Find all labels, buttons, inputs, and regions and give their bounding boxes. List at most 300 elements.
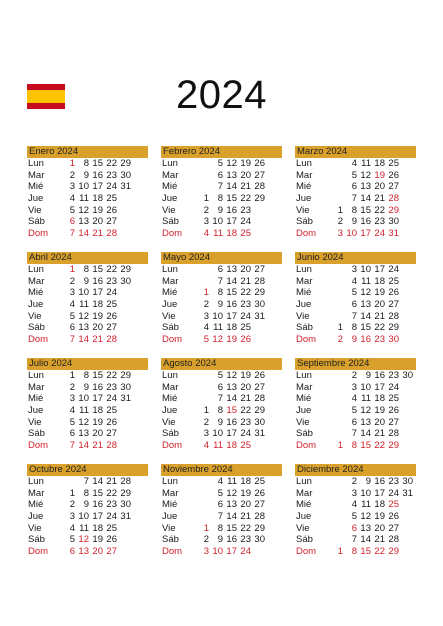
day-cell: 1 — [337, 204, 343, 216]
day-cell — [329, 276, 343, 288]
day-cell: 6 — [69, 428, 75, 440]
week-row — [161, 287, 282, 299]
day-cell: 16 — [374, 370, 385, 381]
day-cell: 3 — [69, 181, 75, 193]
day-cell: 14 — [78, 228, 89, 240]
day-cell — [195, 370, 209, 382]
day-cell: 13 — [226, 499, 237, 511]
week-row — [27, 440, 148, 452]
day-cell: 18 — [374, 499, 385, 511]
day-cell: 28 — [254, 511, 265, 523]
day-cell: 10 — [78, 181, 89, 193]
day-cell: 16 — [92, 499, 103, 511]
day-cell: 25 — [240, 322, 251, 334]
day-cell: 21 — [240, 275, 251, 287]
week-row — [27, 370, 148, 382]
day-cell: 6 — [351, 181, 357, 193]
day-name-label: Jue — [162, 511, 178, 523]
day-cell: 27 — [388, 522, 399, 534]
day-cell: 6 — [69, 546, 75, 558]
day-name-label: Mar — [296, 275, 313, 287]
day-cell: 29 — [120, 158, 131, 169]
week-row — [295, 264, 416, 276]
day-cell: 19 — [92, 416, 103, 428]
day-cell: 20 — [240, 169, 251, 181]
day-cell: 16 — [226, 416, 237, 428]
day-cell: 29 — [120, 264, 131, 275]
day-cell: 22 — [240, 405, 251, 417]
day-cell: 26 — [388, 169, 399, 181]
day-cell: 6 — [351, 416, 357, 428]
month-header: Enero 2024 — [27, 146, 148, 158]
day-cell: 16 — [92, 275, 103, 287]
day-cell: 14 — [226, 511, 237, 523]
day-cell: 12 — [360, 169, 371, 181]
day-cell: 19 — [240, 158, 251, 169]
day-cell: 25 — [106, 193, 117, 205]
day-cell: 2 — [69, 275, 75, 287]
day-cell: 21 — [240, 511, 251, 523]
day-name-label: Vie — [296, 310, 310, 322]
day-cell: 16 — [226, 534, 237, 546]
day-cell: 7 — [83, 476, 89, 487]
day-cell: 12 — [226, 158, 237, 169]
week-row — [295, 193, 416, 205]
day-cell: 25 — [388, 158, 399, 169]
day-name-label: Lun — [296, 370, 312, 381]
day-name-label: Sáb — [296, 322, 313, 334]
day-cell: 7 — [351, 193, 357, 205]
day-cell: 2 — [203, 416, 209, 428]
day-name-label: Lun — [28, 370, 44, 381]
day-cell: 18 — [226, 440, 237, 452]
day-cell: 26 — [388, 511, 399, 523]
day-cell: 20 — [92, 322, 103, 334]
day-cell: 13 — [78, 546, 89, 558]
day-cell — [195, 276, 209, 288]
day-cell: 28 — [388, 428, 399, 440]
week-row — [295, 287, 416, 299]
day-cell: 7 — [217, 275, 223, 287]
day-cell — [399, 440, 413, 452]
week-row — [295, 534, 416, 546]
day-name-label: Dom — [162, 546, 183, 558]
day-cell: 19 — [240, 487, 251, 499]
day-cell: 8 — [351, 322, 357, 334]
day-cell: 24 — [388, 381, 399, 393]
day-cell: 7 — [69, 334, 75, 346]
day-name-label: Jue — [296, 193, 312, 205]
day-name-label: Sáb — [162, 216, 179, 228]
day-cell — [399, 511, 413, 523]
day-cell: 7 — [69, 228, 75, 240]
day-cell: 30 — [254, 416, 265, 428]
day-cell — [117, 322, 131, 334]
day-cell: 24 — [374, 228, 385, 240]
day-name-label: Lun — [296, 158, 312, 169]
day-cell: 3 — [203, 428, 209, 440]
day-cell: 15 — [360, 440, 371, 452]
day-cell: 14 — [92, 476, 103, 487]
day-cell: 8 — [83, 264, 89, 275]
day-name-label: Vie — [162, 522, 176, 534]
week-row — [295, 181, 416, 193]
week-row — [27, 216, 148, 228]
day-cell — [399, 534, 413, 546]
day-cell: 14 — [78, 440, 89, 452]
day-cell: 29 — [120, 487, 131, 499]
week-row — [27, 534, 148, 546]
day-cell: 3 — [203, 216, 209, 228]
day-cell: 1 — [203, 522, 209, 534]
day-cell: 10 — [360, 264, 371, 275]
day-cell: 22 — [240, 522, 251, 534]
day-cell — [329, 476, 343, 488]
day-cell: 1 — [337, 546, 343, 558]
day-cell: 28 — [254, 393, 265, 405]
day-cell — [117, 311, 131, 323]
week-row — [27, 334, 148, 346]
day-cell: 17 — [374, 487, 385, 499]
week-row — [295, 488, 416, 500]
week-row — [27, 511, 148, 523]
day-cell: 18 — [92, 522, 103, 534]
day-cell: 12 — [78, 204, 89, 216]
week-row — [295, 499, 416, 511]
day-cell: 28 — [388, 534, 399, 546]
day-cell: 20 — [92, 216, 103, 228]
day-cell: 17 — [226, 216, 237, 228]
day-cell: 31 — [254, 428, 265, 440]
day-cell: 2 — [203, 204, 209, 216]
day-cell: 17 — [92, 181, 103, 193]
day-cell: 17 — [374, 381, 385, 393]
day-cell — [251, 546, 265, 558]
day-cell: 24 — [240, 216, 251, 228]
day-cell: 4 — [69, 299, 75, 311]
day-cell — [195, 158, 209, 170]
month-block — [27, 358, 148, 458]
day-name-label: Mié — [162, 393, 178, 405]
day-cell: 7 — [217, 181, 223, 193]
week-row — [27, 393, 148, 405]
day-cell: 3 — [351, 264, 357, 275]
day-cell: 15 — [226, 193, 237, 205]
day-cell — [329, 382, 343, 394]
day-cell: 21 — [374, 310, 385, 322]
day-cell: 28 — [254, 275, 265, 287]
day-cell: 15 — [92, 370, 103, 381]
day-cell: 6 — [217, 381, 223, 393]
day-cell: 9 — [217, 416, 223, 428]
day-cell: 26 — [388, 287, 399, 299]
day-cell: 8 — [351, 440, 357, 452]
day-cell — [251, 322, 265, 334]
day-name-label: Mar — [28, 381, 45, 393]
day-cell: 8 — [351, 546, 357, 558]
day-cell: 16 — [360, 334, 371, 346]
day-name-label: Jue — [296, 299, 312, 311]
week-row — [295, 276, 416, 288]
day-name-label: Jue — [296, 405, 312, 417]
day-cell: 13 — [226, 264, 237, 275]
day-cell: 13 — [360, 299, 371, 311]
day-cell: 25 — [106, 405, 117, 417]
day-cell: 10 — [360, 381, 371, 393]
week-row — [27, 158, 148, 170]
day-cell: 15 — [92, 487, 103, 499]
week-row — [161, 476, 282, 488]
day-cell: 31 — [388, 228, 399, 240]
day-name-label: Jue — [28, 405, 44, 417]
day-cell: 10 — [212, 310, 223, 322]
day-cell: 19 — [226, 334, 237, 346]
day-name-label: Lun — [296, 264, 312, 275]
day-cell: 21 — [240, 393, 251, 405]
day-name-label: Mar — [28, 487, 45, 499]
week-row — [27, 228, 148, 240]
day-cell: 10 — [78, 511, 89, 523]
day-cell: 6 — [217, 264, 223, 275]
day-cell: 26 — [106, 310, 117, 322]
day-name-label: Mar — [162, 487, 179, 499]
day-cell — [251, 440, 265, 452]
month-header: Noviembre 2024 — [161, 464, 282, 476]
week-row — [161, 299, 282, 311]
day-name-label: Jue — [28, 299, 44, 311]
day-name-label: Mié — [296, 181, 312, 193]
day-name-label: Mar — [28, 275, 45, 287]
day-name-label: Vie — [28, 310, 42, 322]
day-name-label: Mié — [296, 499, 312, 511]
day-cell: 28 — [120, 476, 131, 487]
day-cell: 4 — [217, 476, 223, 487]
week-row — [161, 488, 282, 500]
day-cell: 23 — [388, 370, 399, 381]
week-row — [295, 170, 416, 182]
day-cell: 23 — [388, 476, 399, 487]
day-cell: 27 — [106, 546, 117, 558]
week-row — [295, 334, 416, 346]
day-cell: 22 — [374, 322, 385, 334]
day-name-label: Dom — [28, 546, 49, 558]
day-cell: 25 — [388, 499, 399, 511]
week-row — [27, 287, 148, 299]
day-cell: 18 — [240, 476, 251, 487]
day-cell: 9 — [83, 169, 89, 181]
day-cell: 21 — [374, 534, 385, 546]
day-cell: 15 — [360, 546, 371, 558]
day-cell: 11 — [361, 158, 371, 169]
day-cell — [329, 499, 343, 511]
day-name-label: Mié — [162, 499, 178, 511]
day-cell — [117, 205, 131, 217]
day-name-label: Mar — [28, 169, 45, 181]
week-row — [161, 276, 282, 288]
day-cell: 3 — [351, 487, 357, 499]
week-row — [27, 405, 148, 417]
day-cell: 7 — [69, 440, 75, 452]
day-cell: 19 — [92, 310, 103, 322]
week-row — [161, 181, 282, 193]
week-row — [161, 228, 282, 240]
day-cell: 27 — [106, 216, 117, 228]
day-cell: 1 — [203, 405, 209, 417]
day-cell — [329, 523, 343, 535]
day-cell — [399, 546, 413, 558]
day-cell: 25 — [240, 228, 251, 240]
day-cell: 17 — [92, 287, 103, 299]
day-cell: 27 — [254, 264, 265, 275]
day-cell — [117, 193, 131, 205]
day-cell: 14 — [360, 310, 371, 322]
day-cell: 24 — [106, 511, 117, 523]
day-cell: 4 — [69, 193, 75, 205]
day-cell: 17 — [92, 393, 103, 405]
week-row — [295, 511, 416, 523]
day-cell: 3 — [69, 287, 75, 299]
day-name-label: Mié — [162, 287, 178, 299]
day-cell: 3 — [203, 310, 209, 322]
day-name-label: Mié — [296, 287, 312, 299]
day-cell: 12 — [360, 405, 371, 417]
week-row — [161, 393, 282, 405]
day-cell: 10 — [78, 287, 89, 299]
day-cell: 29 — [388, 204, 399, 216]
week-row — [27, 417, 148, 429]
day-cell: 29 — [254, 522, 265, 534]
day-cell: 15 — [360, 204, 371, 216]
day-cell: 27 — [388, 181, 399, 193]
day-cell: 12 — [226, 487, 237, 499]
week-row — [295, 370, 416, 382]
day-cell: 20 — [374, 181, 385, 193]
week-row — [27, 382, 148, 394]
day-cell: 13 — [226, 381, 237, 393]
day-cell: 23 — [106, 275, 117, 287]
day-cell: 25 — [106, 299, 117, 311]
week-row — [27, 205, 148, 217]
day-name-label: Mar — [162, 275, 179, 287]
day-cell: 11 — [79, 522, 89, 534]
day-cell: 16 — [226, 299, 237, 311]
day-name-label: Dom — [296, 546, 317, 558]
day-cell: 15 — [92, 264, 103, 275]
day-cell: 11 — [213, 322, 223, 334]
day-name-label: Mar — [296, 487, 313, 499]
day-cell: 9 — [83, 275, 89, 287]
week-row — [27, 499, 148, 511]
day-cell: 27 — [254, 499, 265, 511]
day-cell: 31 — [120, 511, 131, 523]
day-cell: 27 — [254, 169, 265, 181]
day-name-label: Vie — [28, 522, 42, 534]
day-cell: 21 — [92, 334, 103, 346]
day-cell: 5 — [69, 416, 75, 428]
day-cell: 21 — [92, 440, 103, 452]
day-cell: 11 — [227, 476, 237, 487]
day-cell: 12 — [78, 534, 89, 546]
month-header: Octubre 2024 — [27, 464, 148, 476]
day-cell — [251, 334, 265, 346]
month-header: Junio 2024 — [295, 252, 416, 264]
day-cell: 14 — [360, 428, 371, 440]
day-cell: 29 — [254, 193, 265, 205]
week-row — [295, 228, 416, 240]
day-name-label: Mar — [162, 381, 179, 393]
week-row — [295, 405, 416, 417]
day-name-label: Lun — [28, 476, 44, 487]
day-cell — [329, 370, 343, 382]
day-cell: 30 — [388, 216, 399, 228]
day-cell: 9 — [83, 381, 89, 393]
day-name-label: Vie — [162, 416, 176, 428]
day-cell: 2 — [69, 381, 75, 393]
week-row — [27, 276, 148, 288]
day-cell: 3 — [337, 228, 343, 240]
day-cell: 30 — [120, 169, 131, 181]
day-cell: 5 — [203, 334, 209, 346]
day-cell: 9 — [83, 499, 89, 511]
day-name-label: Vie — [28, 204, 42, 216]
months-grid — [27, 146, 416, 564]
day-cell — [117, 216, 131, 228]
day-cell: 27 — [388, 416, 399, 428]
day-name-label: Lun — [28, 264, 44, 275]
day-cell: 13 — [360, 181, 371, 193]
day-cell: 23 — [240, 204, 251, 216]
day-name-label: Sáb — [162, 534, 179, 546]
day-name-label: Vie — [28, 416, 42, 428]
day-cell: 7 — [351, 534, 357, 546]
day-cell — [329, 428, 343, 440]
day-cell: 1 — [69, 487, 75, 499]
day-cell: 21 — [92, 228, 103, 240]
day-cell: 30 — [120, 499, 131, 511]
day-cell: 4 — [203, 322, 209, 334]
day-name-label: Mar — [162, 169, 179, 181]
day-cell — [117, 417, 131, 429]
day-cell: 2 — [337, 334, 343, 346]
day-name-label: Vie — [296, 522, 310, 534]
day-cell: 8 — [217, 522, 223, 534]
day-cell: 28 — [106, 334, 117, 346]
day-cell: 31 — [254, 310, 265, 322]
day-name-label: Dom — [296, 228, 317, 240]
day-cell: 3 — [69, 393, 75, 405]
day-cell — [195, 170, 209, 182]
day-cell: 2 — [203, 534, 209, 546]
day-name-label: Lun — [162, 476, 178, 487]
day-cell — [195, 511, 209, 523]
day-cell: 14 — [360, 193, 371, 205]
day-cell: 28 — [388, 310, 399, 322]
day-cell: 26 — [254, 158, 265, 169]
day-cell: 11 — [79, 299, 89, 311]
day-name-label: Mar — [296, 381, 313, 393]
day-cell — [399, 382, 413, 394]
day-cell: 5 — [69, 310, 75, 322]
day-name-label: Dom — [296, 334, 317, 346]
day-cell: 27 — [106, 322, 117, 334]
week-row — [27, 311, 148, 323]
day-cell: 19 — [374, 405, 385, 417]
day-cell: 17 — [226, 428, 237, 440]
day-cell: 25 — [388, 393, 399, 405]
day-cell: 11 — [213, 440, 223, 452]
day-cell: 25 — [388, 275, 399, 287]
day-cell: 2 — [69, 169, 75, 181]
